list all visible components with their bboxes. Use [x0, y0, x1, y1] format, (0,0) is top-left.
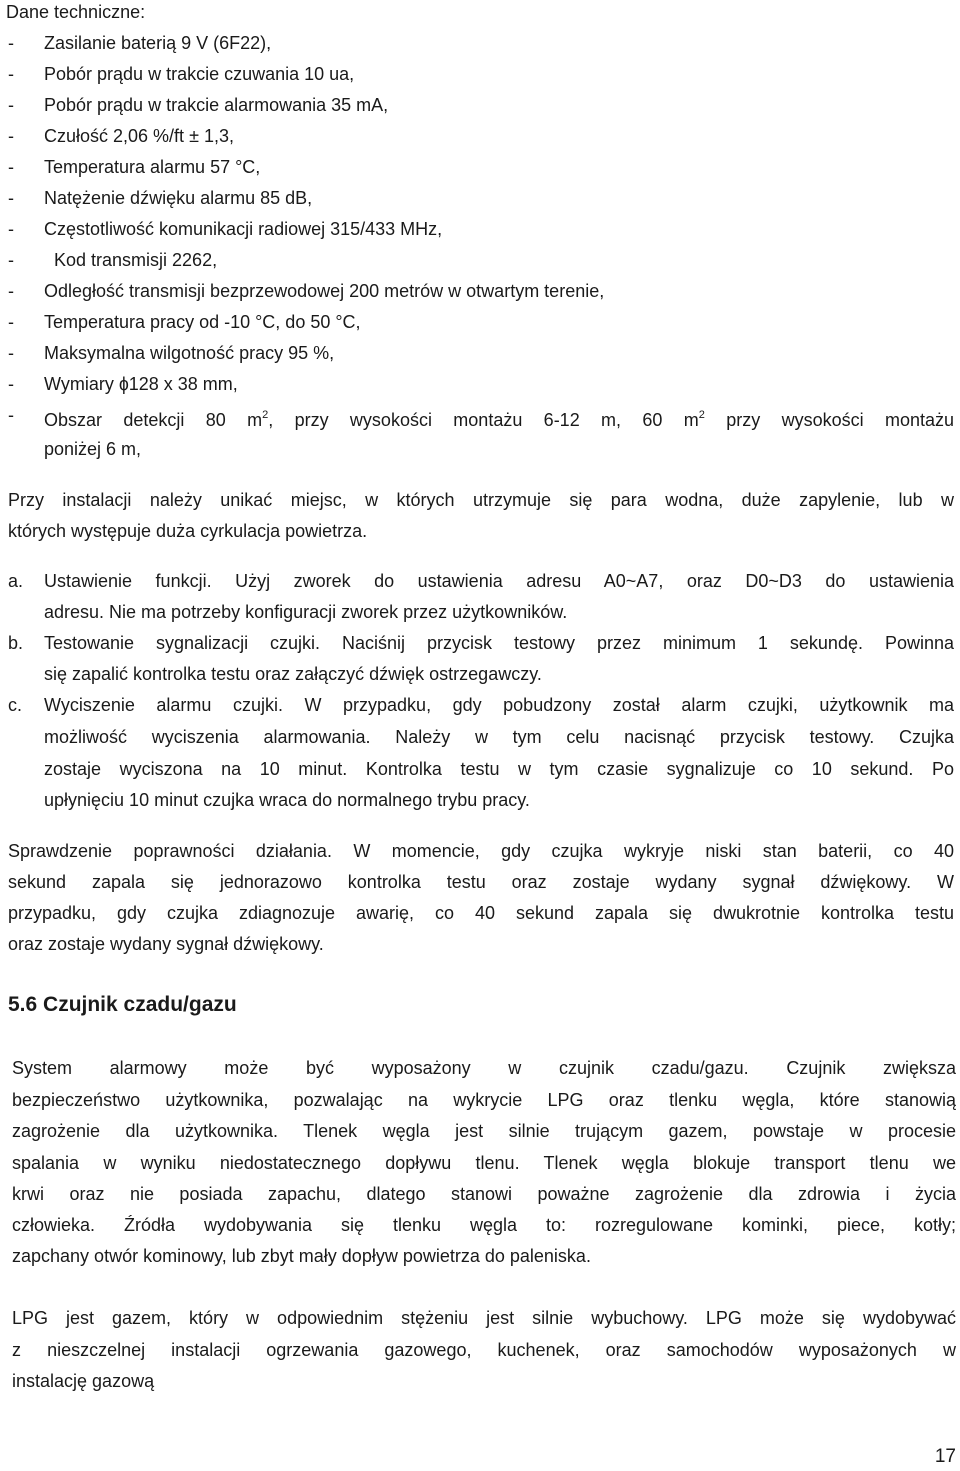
spec-item: [8, 33, 954, 59]
page-number: 17: [934, 1446, 956, 1467]
list-dash: -: [8, 126, 14, 146]
spec-text: Temperatura pracy od -10 °C, do 50 °C,: [44, 312, 361, 332]
specs-title: Dane techniczne:: [6, 2, 146, 22]
step-line: Ustawienie funkcji. Użyj zworek do ustawienia adresu A0~A7, oraz D0~D3 do ustawienia: [44, 571, 954, 591]
paragraph-line: Sprawdzenie poprawności działania. W momencie, gdy czujka wykryje niski stan baterii, co 40: [8, 841, 954, 861]
install-note-line: Przy instalacji należy unikać miejsc, w których utrzymuje się para wodna, duże zapylenie, lub w: [8, 490, 954, 510]
paragraph-line: człowieka. Źródła wydobywania się tlenku węgla to: rozregulowane kominki, piece, kotły;: [12, 1215, 956, 1235]
step-line: możliwość wyciszenia alarmowania. Należy w tym celu nacisnąć przycisk testowy. Czujka: [44, 727, 954, 747]
spec-text: [44, 405, 954, 436]
spec-item: [8, 343, 954, 369]
spec-item: [8, 374, 954, 400]
spec-text: Pobór prądu w trakcie czuwania 10 ua,: [44, 64, 355, 84]
paragraph-line: przypadku, gdy czujka zdiagnozuje awarię, co 40 sekund zapala się dwukrotnie kontrolka testu: [8, 903, 954, 923]
spec-text: Czułość 2,06 %/ft ± 1,3,: [44, 126, 234, 146]
spec-text: Pobór prądu w trakcie alarmowania 35 mA,: [44, 95, 389, 115]
area-sup1: 2: [262, 409, 269, 421]
spec-text: Maksymalna wilgotność pracy 95 %,: [44, 343, 335, 363]
spec-text: Częstotliwość komunikacji radiowej 315/433 MHz,: [44, 219, 443, 239]
spec-text: Wymiary ɸ128 x 38 mm,: [44, 374, 238, 394]
paragraph-line: bezpieczeństwo użytkownika, pozwalając na wykrycie LPG oraz tlenku węgla, które stanowią: [12, 1090, 956, 1110]
spec-text: Temperatura alarmu 57 °C,: [44, 157, 261, 177]
step-line: adresu. Nie ma potrzeby konfiguracji zworek przez użytkowników.: [44, 602, 568, 622]
step-line: Testowanie sygnalizacji czujki. Naciśnij przycisk testowy przez minimum 1 sekundę. Powinna: [44, 633, 954, 653]
spec-text: Zasilanie baterią 9 V (6F22),: [44, 33, 272, 53]
paragraph-line: oraz zostaje wydany sygnał dźwiękowy.: [8, 934, 324, 954]
area-part2: , przy wysokości montażu 6-12 m, 60 m: [268, 410, 699, 430]
spec-item: [8, 250, 954, 276]
spec-item-detection-area: [8, 405, 954, 465]
step-letter: b.: [8, 633, 24, 653]
spec-item: [8, 126, 954, 152]
area-part1: Obszar detekcji 80 m: [44, 410, 263, 430]
list-dash: -: [8, 312, 14, 332]
list-dash: -: [8, 33, 14, 53]
paragraph-line: sekund zapala się jednorazowo kontrolka testu oraz zostaje wydany sygnał dźwiękowy. W: [8, 872, 954, 892]
list-dash: -: [8, 405, 14, 425]
list-dash: -: [8, 219, 14, 239]
list-dash: -: [8, 188, 14, 208]
spec-item: [8, 312, 954, 338]
paragraph-line: zagrożenie dla użytkownika. Tlenek węgla jest silnie trującym gazem, powstaje w procesie: [12, 1121, 956, 1141]
list-dash: -: [8, 64, 14, 84]
spec-text: Odległość transmisji bezprzewodowej 200 metrów w otwartym terenie,: [44, 281, 605, 301]
list-dash: -: [8, 250, 14, 270]
section-heading: 5.6 Czujnik czadu/gazu: [8, 993, 237, 1016]
area-part3: przy wysokości montażu: [704, 410, 954, 430]
spec-item: [8, 188, 954, 214]
paragraph-line: zapchany otwór kominowy, lub zbyt mały dopływ powietrza do paleniska.: [12, 1246, 591, 1266]
step-letter: c.: [8, 695, 23, 715]
paragraph-line: spalania w wyniku niedostatecznego dopływu tlenu. Tlenek węgla blokuje transport tlenu we: [12, 1153, 956, 1173]
list-dash: -: [8, 95, 14, 115]
spec-text-continued: poniżej 6 m,: [44, 439, 142, 459]
paragraph-line: krwi oraz nie posiada zapachu, dlatego stanowi poważne zagrożenie dla zdrowia i życia: [12, 1184, 956, 1204]
install-note-line: których występuje duża cyrkulacja powietrza.: [8, 521, 368, 541]
step-letter: a.: [8, 571, 24, 591]
spec-item: [8, 219, 954, 245]
paragraph-line: instalację gazową: [12, 1371, 155, 1391]
step-line: zostaje wyciszona na 10 minut. Kontrolka testu w tym czasie sygnalizuje co 10 sekund. Po: [44, 759, 954, 779]
spec-item: [8, 281, 954, 307]
paragraph-line: System alarmowy może być wyposażony w czujnik czadu/gazu. Czujnik zwiększa: [12, 1058, 956, 1078]
paragraph-line: LPG jest gazem, który w odpowiednim stężeniu jest silnie wybuchowy. LPG może się wydobywać: [12, 1308, 956, 1328]
spec-item: [8, 157, 954, 183]
spec-text: Kod transmisji 2262,: [54, 250, 218, 270]
list-dash: -: [8, 281, 14, 301]
list-dash: -: [8, 343, 14, 363]
step-line: Wyciszenie alarmu czujki. W przypadku, gdy pobudzony został alarm czujki, użytkownik ma: [44, 695, 954, 715]
list-dash: -: [8, 157, 14, 177]
list-dash: -: [8, 374, 14, 394]
spec-item: [8, 64, 954, 90]
step-line: się zapalić kontrolka testu oraz załączyć dźwięk ostrzegawczy.: [44, 664, 542, 684]
spec-text: Natężenie dźwięku alarmu 85 dB,: [44, 188, 313, 208]
area-sup2: 2: [698, 409, 705, 421]
step-line: upłynięciu 10 minut czujka wraca do normalnego trybu pracy.: [44, 790, 530, 810]
paragraph-line: z nieszczelnej instalacji ogrzewania gazowego, kuchenek, oraz samochodów wyposażonych w: [12, 1340, 956, 1360]
spec-item: [8, 95, 954, 121]
